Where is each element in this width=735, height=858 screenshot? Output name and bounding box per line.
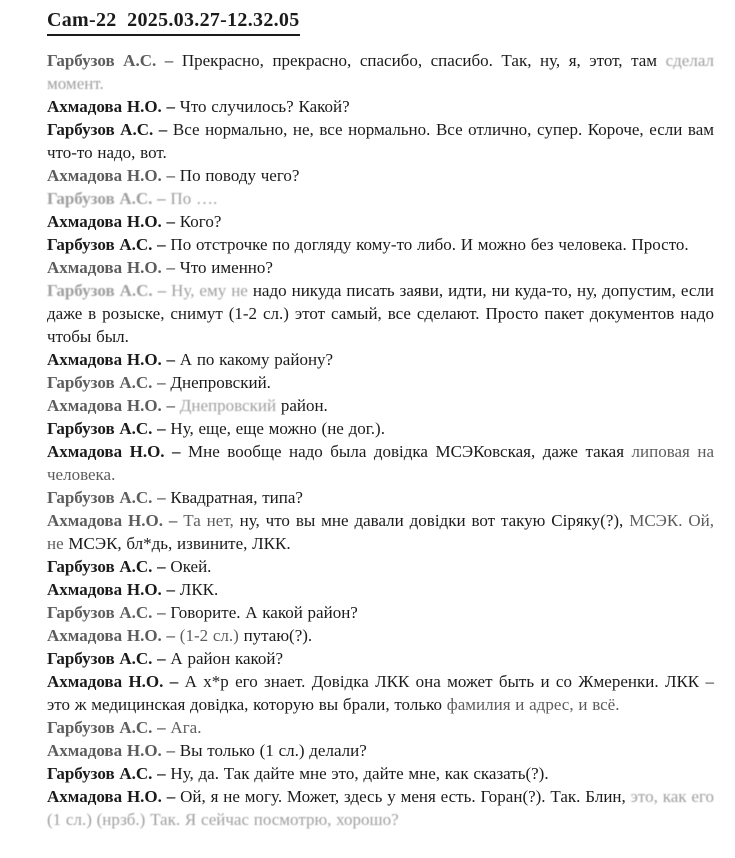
speech-text: Окей. — [165, 557, 212, 576]
dialogue-line — [47, 739, 714, 762]
dialogue-line — [47, 187, 714, 210]
dialogue-line — [47, 417, 714, 440]
speaker-name: Ахмадова Н.О. – — [47, 258, 176, 277]
speaker-name: Гарбузов А.С. – — [47, 557, 166, 576]
speech-text: это, как его (1 сл.) (нрзб.) Так. Я сейчас посмотрю, хорошо? — [47, 787, 714, 829]
speaker-name: Гарбузов А.С. – — [47, 764, 166, 783]
speech-text: путаю(?). — [238, 626, 313, 645]
dialogue-line — [47, 670, 714, 716]
dialogue-line — [47, 49, 714, 95]
dialogue-line — [47, 256, 714, 279]
speaker-name: Гарбузов А.С. – — [47, 649, 166, 668]
dialogue-line — [47, 164, 714, 187]
dialogue-line — [47, 440, 714, 486]
dialogue-line — [47, 624, 714, 647]
speech-text: По …. — [165, 189, 218, 208]
dialogue-line — [47, 785, 714, 831]
speech-text: Говорите. А какой район? — [165, 603, 358, 622]
speech-text: А район какой? — [165, 649, 284, 668]
speech-text: Вы только (1 сл.) делали? — [175, 741, 367, 760]
speaker-name: Ахмадова Н.О. – — [47, 787, 176, 806]
speech-text: По поводу чего? — [175, 166, 300, 185]
speech-text: район. — [276, 396, 328, 415]
speaker-name: Ахмадова Н.О. – — [47, 511, 178, 530]
speech-text: Днепровский — [175, 396, 277, 415]
speaker-name: Гарбузов А.С. – — [47, 373, 166, 392]
speech-text: Кого? — [175, 212, 222, 231]
dialogue-line — [47, 118, 714, 164]
speech-text: Все нормально, не, все нормально. Все отлично, супер. Короче, если вам что-то надо, вот. — [47, 120, 715, 162]
speaker-name: Ахмадова Н.О. – — [47, 442, 181, 461]
dialogue-line — [47, 371, 714, 394]
speaker-name: Ахмадова Н.О. – — [47, 166, 176, 185]
transcript — [47, 49, 714, 831]
speaker-name: Гарбузов А.С. – — [47, 718, 166, 737]
speaker-name: Гарбузов А.С. – — [47, 281, 167, 300]
speaker-name: Гарбузов А.С. – — [47, 488, 166, 507]
speech-text: Прекрасно, прекрасно, спасибо, спасибо. Так, ну, я, этот, там — [173, 51, 666, 70]
speech-text: ну, что вы мне давали довідки вот такую Сіряку(?), — [233, 511, 630, 530]
dialogue-line — [47, 394, 714, 417]
speech-text: фамилия и адрес, и всё. — [446, 695, 620, 714]
speech-text: Днепровский. — [165, 373, 271, 392]
dialogue-line — [47, 95, 714, 118]
dialogue-line — [47, 509, 714, 555]
recording-title: Cam-22 2025.03.27-12.32.05 — [47, 8, 300, 36]
speaker-name: Ахмадова Н.О. – — [47, 396, 176, 415]
speech-text: МСЭК. Ой, не — [47, 511, 715, 553]
speech-text: Квадратная, типа? — [165, 488, 303, 507]
speaker-name: Ахмадова Н.О. – — [47, 580, 176, 599]
speech-text: сделал момент. — [47, 51, 714, 93]
speaker-name: Гарбузов А.С. – — [47, 189, 166, 208]
speech-text: А по какому району? — [175, 350, 334, 369]
dialogue-line — [47, 578, 714, 601]
dialogue-line — [47, 601, 714, 624]
dialogue-line — [47, 555, 714, 578]
speech-text: МСЭК, бл*дь, извините, ЛКК. — [68, 534, 291, 553]
speaker-name: Гарбузов А.С. – — [47, 120, 168, 139]
speech-text: По отстрочке по догляду кому-то либо. И можно без человека. Просто. — [165, 235, 689, 254]
speech-text: Ну, еще, еще можно (не дог.). — [165, 419, 385, 438]
speech-text: липовая на человека. — [47, 442, 714, 484]
dialogue-line — [47, 233, 714, 256]
dialogue-line — [47, 762, 714, 785]
speech-text: Что именно? — [175, 258, 273, 277]
speech-text: Та нет, — [177, 511, 234, 530]
speech-text: Мне вообще надо была довідка МСЭКовская, даже такая — [180, 442, 632, 461]
speaker-name: Ахмадова Н.О. – — [47, 626, 176, 645]
speaker-name: Ахмадова Н.О. – — [47, 212, 176, 231]
dialogue-line — [47, 716, 714, 739]
speech-text: (1-2 сл.) — [175, 626, 239, 645]
speaker-name: Гарбузов А.С. – — [47, 51, 174, 70]
speaker-name: Ахмадова Н.О. – — [47, 672, 179, 691]
speech-text: Ой, я не могу. Может, здесь у меня есть. Горан(?). Так. Блин, — [175, 787, 631, 806]
speech-text: ЛКК. — [175, 580, 219, 599]
speech-text: Ага. — [165, 718, 202, 737]
speech-text: надо никуда писать заяви, идти, ни куда-то, ну, допустим, если даже в розыске, снимут (1-2 сл.) этот самый, все сделают. Просто пакет документов надо чтобы был. — [47, 281, 715, 346]
dialogue-line — [47, 647, 714, 670]
speaker-name: Гарбузов А.С. – — [47, 235, 166, 254]
dialogue-line — [47, 210, 714, 233]
dialogue-line — [47, 348, 714, 371]
speech-text: Ну, ему не — [166, 281, 248, 300]
speech-text: А х*р его знает. Довідка ЛКК она может быть и со Жмеренки. ЛКК – это ж медицинская довідка, которую вы брали, только — [47, 672, 715, 714]
speaker-name: Ахмадова Н.О. – — [47, 741, 176, 760]
speech-text: Ну, да. Так дайте мне это, дайте мне, как сказать(?). — [165, 764, 549, 783]
speaker-name: Ахмадова Н.О. – — [47, 350, 176, 369]
speaker-name: Гарбузов А.С. – — [47, 603, 166, 622]
speaker-name: Ахмадова Н.О. – — [47, 97, 176, 116]
speaker-name: Гарбузов А.С. – — [47, 419, 166, 438]
dialogue-line — [47, 279, 714, 348]
dialogue-line — [47, 486, 714, 509]
speech-text: Что случилось? Какой? — [175, 97, 350, 116]
